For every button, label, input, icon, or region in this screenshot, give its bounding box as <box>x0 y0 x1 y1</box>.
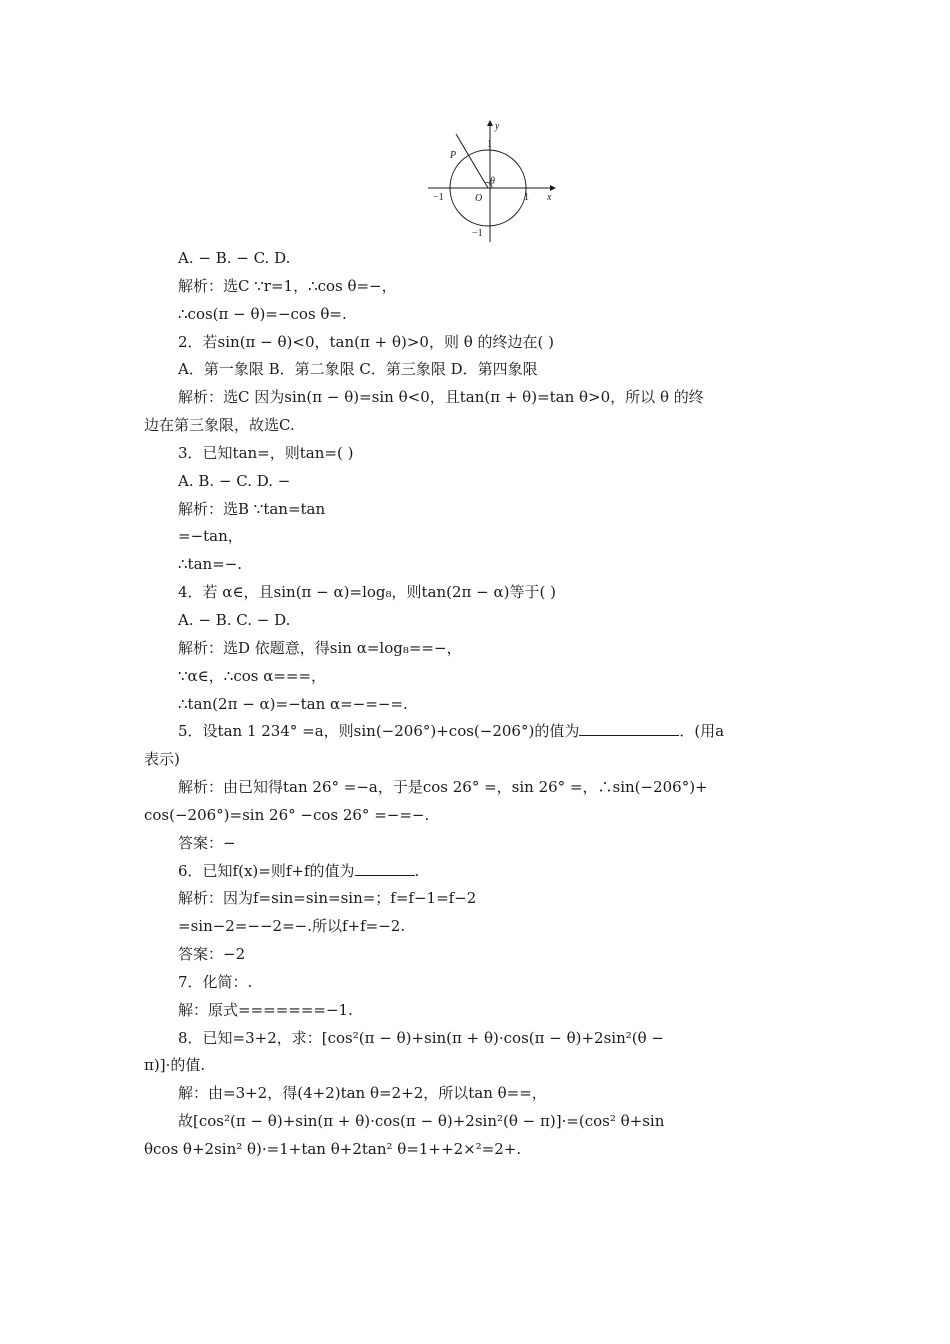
text-line: cos(−206°)=sin 26° −cos 26° =−=−. <box>144 805 430 824</box>
text-line: 解析：选C 因为sin(π − θ)=sin θ<0，且tan(π + θ)=tan θ>0，所以 θ 的终 <box>178 388 704 407</box>
text-line: 3．已知tan=，则tan=( ) <box>178 443 354 462</box>
text-line: 2．若sin(π − θ)<0，tan(π + θ)>0，则 θ 的终边在( ) <box>178 332 554 351</box>
text-line: 解析：因为f=sin=sin=sin=；f=f−1=f−2 <box>178 889 477 908</box>
text-line: =sin−2=−−2=−.所以f+f=−2. <box>178 917 406 936</box>
question-5-text: 5．设tan 1 234° =a，则sin(−206°)+cos(−206°)的值为 <box>178 722 580 741</box>
unit-circle-diagram <box>426 118 556 244</box>
text-line: =−tan， <box>178 527 243 546</box>
x-axis-label: x <box>547 192 552 203</box>
document-text <box>144 245 810 1164</box>
x-one-label: 1 <box>524 192 529 203</box>
answer-blank <box>579 721 679 736</box>
text-line: 故[cos²(π − θ)+sin(π + θ)·cos(π − θ)+2sin²(θ − π)]·=(cos² θ+sin <box>178 1112 665 1131</box>
text-line: 答案：− <box>178 833 236 852</box>
text-line: 8．已知=3+2，求：[cos²(π − θ)+sin(π + θ)·cos(π − θ)+2sin²(θ − <box>178 1028 664 1047</box>
text-line: 解析：由已知得tan 26° =−a，于是cos 26° =，sin 26° =，∴sin(−206°)+ <box>178 778 708 797</box>
y-neg-one-label: −1 <box>472 228 483 239</box>
text-line: 解析：选D 依题意，得sin α=log₈==−， <box>178 638 462 657</box>
x-neg-one-label: −1 <box>433 192 444 203</box>
text-line: ∴tan(2π − α)=−tan α=−=−=. <box>178 694 408 713</box>
text-line: 解：由=3+2，得(4+2)tan θ=2+2，所以tan θ==， <box>178 1084 547 1103</box>
text-line: 解析：选C ∵r=1，∴cos θ=−， <box>178 276 397 295</box>
origin-label: O <box>475 193 483 204</box>
text-line: 答案：−2 <box>178 945 246 964</box>
text-line: 4．若 α∈，且sin(π − α)=log₈，则tan(2π − α)等于( ) <box>178 583 556 602</box>
text-line <box>144 718 810 746</box>
question-6-text: 6．已知f(x)=则f+f的值为 <box>178 861 355 880</box>
text-line: 解析：选B ∵tan=tan <box>178 499 326 518</box>
text-line: A. B. − C. D. − <box>178 471 291 490</box>
text-line: 7．化简：. <box>178 972 253 991</box>
text-line: A．第一象限 B．第二象限 C．第三象限 D．第四象限 <box>178 360 538 379</box>
unit-circle-figure <box>426 118 556 244</box>
question-6-tail: . <box>414 861 420 880</box>
text-line: 边在第三象限，故选C. <box>144 416 295 435</box>
text-line: ∵α∈，∴cos α===， <box>178 666 327 685</box>
text-line: A. − B. C. − D. <box>178 610 291 629</box>
y-axis-label: y <box>495 121 500 132</box>
text-line: θcos θ+2sin² θ)·=1+tan θ+2tan² θ=1++2×²=2+. <box>144 1140 522 1158</box>
text-line: ∴cos(π − θ)=−cos θ=. <box>178 304 347 323</box>
text-line: ∴tan=−. <box>178 555 243 574</box>
text-line: 表示) <box>144 750 180 769</box>
theta-label: θ <box>490 176 495 187</box>
text-line: A. − B. − C. D. <box>178 249 291 267</box>
question-5-tail: ．(用a <box>679 722 725 741</box>
y-one-label: 1 <box>487 139 492 150</box>
text-line: π)]·的值. <box>144 1056 206 1075</box>
text-line: 解：原式=======−1. <box>178 1000 353 1019</box>
point-p-label: P <box>450 150 457 161</box>
text-line <box>144 858 810 886</box>
answer-blank <box>355 861 415 876</box>
